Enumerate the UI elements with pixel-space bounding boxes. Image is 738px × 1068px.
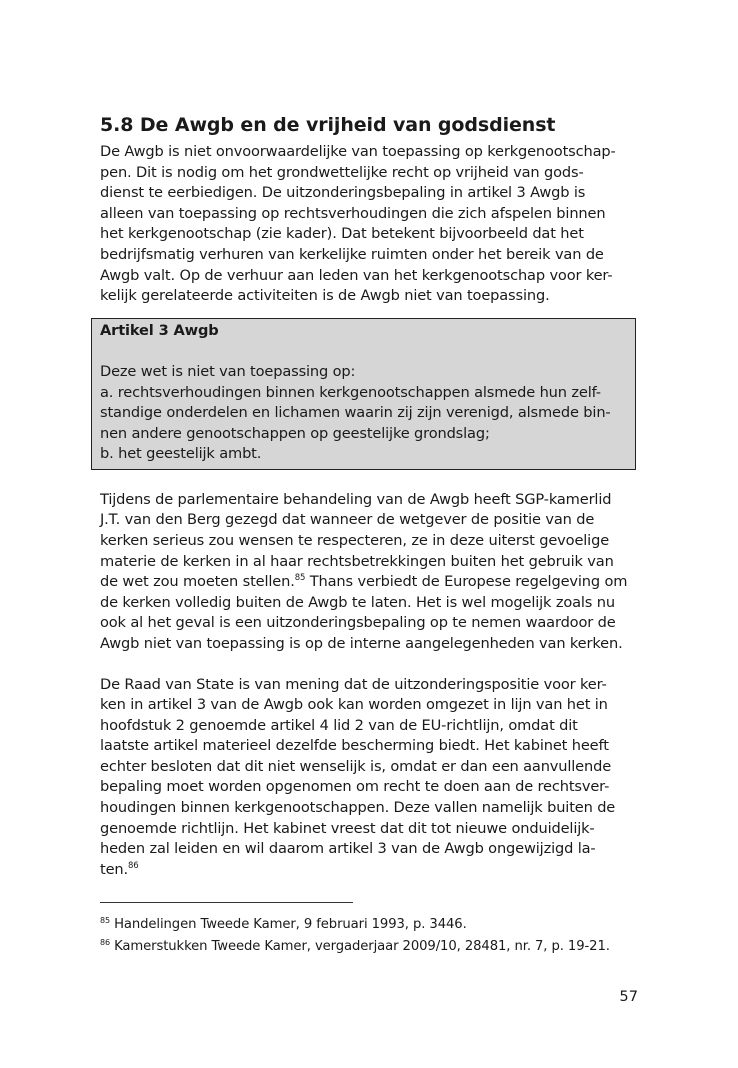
text-line: de kerken volledig buiten de Awgb te laten. Het is wel mogelijk zoals nu (100, 593, 615, 611)
text-line: Awgb niet van toepassing is op de interne aangelegenheden van kerken. (100, 634, 623, 652)
footnote-85 (100, 914, 660, 936)
footnote-ref-85[interactable]: 85 (294, 573, 306, 584)
text-line: ken in artikel 3 van de Awgb ook kan worden omgezet in lijn van het in (100, 696, 608, 714)
page-number: 57 (619, 988, 638, 1005)
text-line (100, 860, 640, 881)
text-line: kerken serieus zou wensen te respecteren, ze in deze uiterst gevoelige (100, 531, 610, 549)
text-line: De Raad van State is van mening dat de uitzonderingspositie voor ker- (100, 675, 607, 693)
text-line: pen. Dit is nodig om het grondwettelijke recht op vrijheid van gods- (100, 163, 584, 181)
section-heading: 5.8 De Awgb en de vrijheid van godsdienst (100, 114, 556, 136)
box-line: standige onderdelen en lichamen waarin zij zijn verenigd, alsmede bin- (100, 404, 611, 422)
text-line: hoofdstuk 2 genoemde artikel 4 lid 2 van de EU-richtlijn, omdat dit (100, 716, 578, 734)
text-line: genoemde richtlijn. Het kabinet vreest dat dit tot nieuwe onduidelijk- (100, 819, 595, 837)
text-line: alleen van toepassing op rechtsverhoudingen die zich afspelen binnen (100, 204, 606, 222)
text-fragment: Thans verbiedt de Europese regelgeving om (305, 573, 628, 591)
footnote-number: 86 (100, 938, 110, 947)
text-line: echter besloten dat dit niet wenselijk is, omdat er dan een aanvullende (100, 757, 612, 775)
box-line: a. rechtsverhoudingen binnen kerkgenootschappen alsmede hun zelf- (100, 383, 601, 401)
text-line: Awgb valt. Op de verhuur aan leden van het kerkgenootschap voor ker- (100, 266, 613, 284)
text-line: bepaling moet worden opgenomen om recht te doen aan de rechtsver- (100, 778, 610, 796)
footnotes (100, 914, 660, 958)
text-line: De Awgb is niet onvoorwaardelijke van toepassing op kerkgenootschap- (100, 143, 616, 160)
text-line: dienst te eerbiedigen. De uitzonderingsbepaling in artikel 3 Awgb is (100, 184, 586, 202)
page-body (100, 112, 640, 900)
text-line: kelijk gerelateerde activiteiten is de Awgb niet van toepassing. (100, 287, 550, 305)
text-fragment: de wet zou moeten stellen. (100, 573, 295, 591)
footnote-86 (100, 936, 660, 958)
article-box (91, 318, 636, 470)
box-line: nen andere genootschappen op geestelijke grondslag; (100, 424, 490, 442)
paragraph-3 (100, 675, 640, 881)
box-spacer (100, 341, 627, 362)
text-line: Tijdens de parlementaire behandeling van de Awgb heeft SGP-kamerlid (100, 490, 612, 508)
text-line: bedrijfsmatig verhuren van kerkelijke ruimten onder het bereik van de (100, 245, 604, 263)
box-line: Deze wet is niet van toepassing op: (100, 362, 356, 380)
text-line: het kerkgenootschap (zie kader). Dat betekent bijvoorbeeld dat het (100, 225, 584, 243)
box-title: Artikel 3 Awgb (100, 321, 219, 339)
text-line: heden zal leiden en wil daarom artikel 3 van de Awgb ongewijzigd la- (100, 840, 596, 858)
text-line: ook al het geval is een uitzonderingsbepaling op te nemen waardoor de (100, 614, 616, 632)
footnote-number: 85 (100, 916, 110, 925)
text-line (100, 572, 640, 593)
text-line: materie de kerken in al haar rechtsbetrekkingen buiten het gebruik van (100, 552, 614, 570)
paragraph-2 (100, 490, 640, 655)
text-line: houdingen binnen kerkgenootschappen. Deze vallen namelijk buiten de (100, 799, 616, 817)
text-line: J.T. van den Berg gezegd dat wanneer de wetgever de positie van de (100, 511, 595, 529)
paragraph-1 (100, 142, 640, 307)
text-fragment: ten. (100, 860, 128, 878)
box-line: b. het geestelijk ambt. (100, 445, 262, 463)
footnote-text: Kamerstukken Tweede Kamer, vergaderjaar 2009/10, 28481, nr. 7, p. 19-21. (114, 939, 610, 954)
text-line: laatste artikel materieel dezelfde bescherming biedt. Het kabinet heeft (100, 737, 609, 755)
footnote-ref-86[interactable]: 86 (128, 860, 139, 871)
footnote-divider (100, 902, 353, 903)
footnote-text: Handelingen Tweede Kamer, 9 februari 1993, p. 3446. (114, 917, 467, 932)
